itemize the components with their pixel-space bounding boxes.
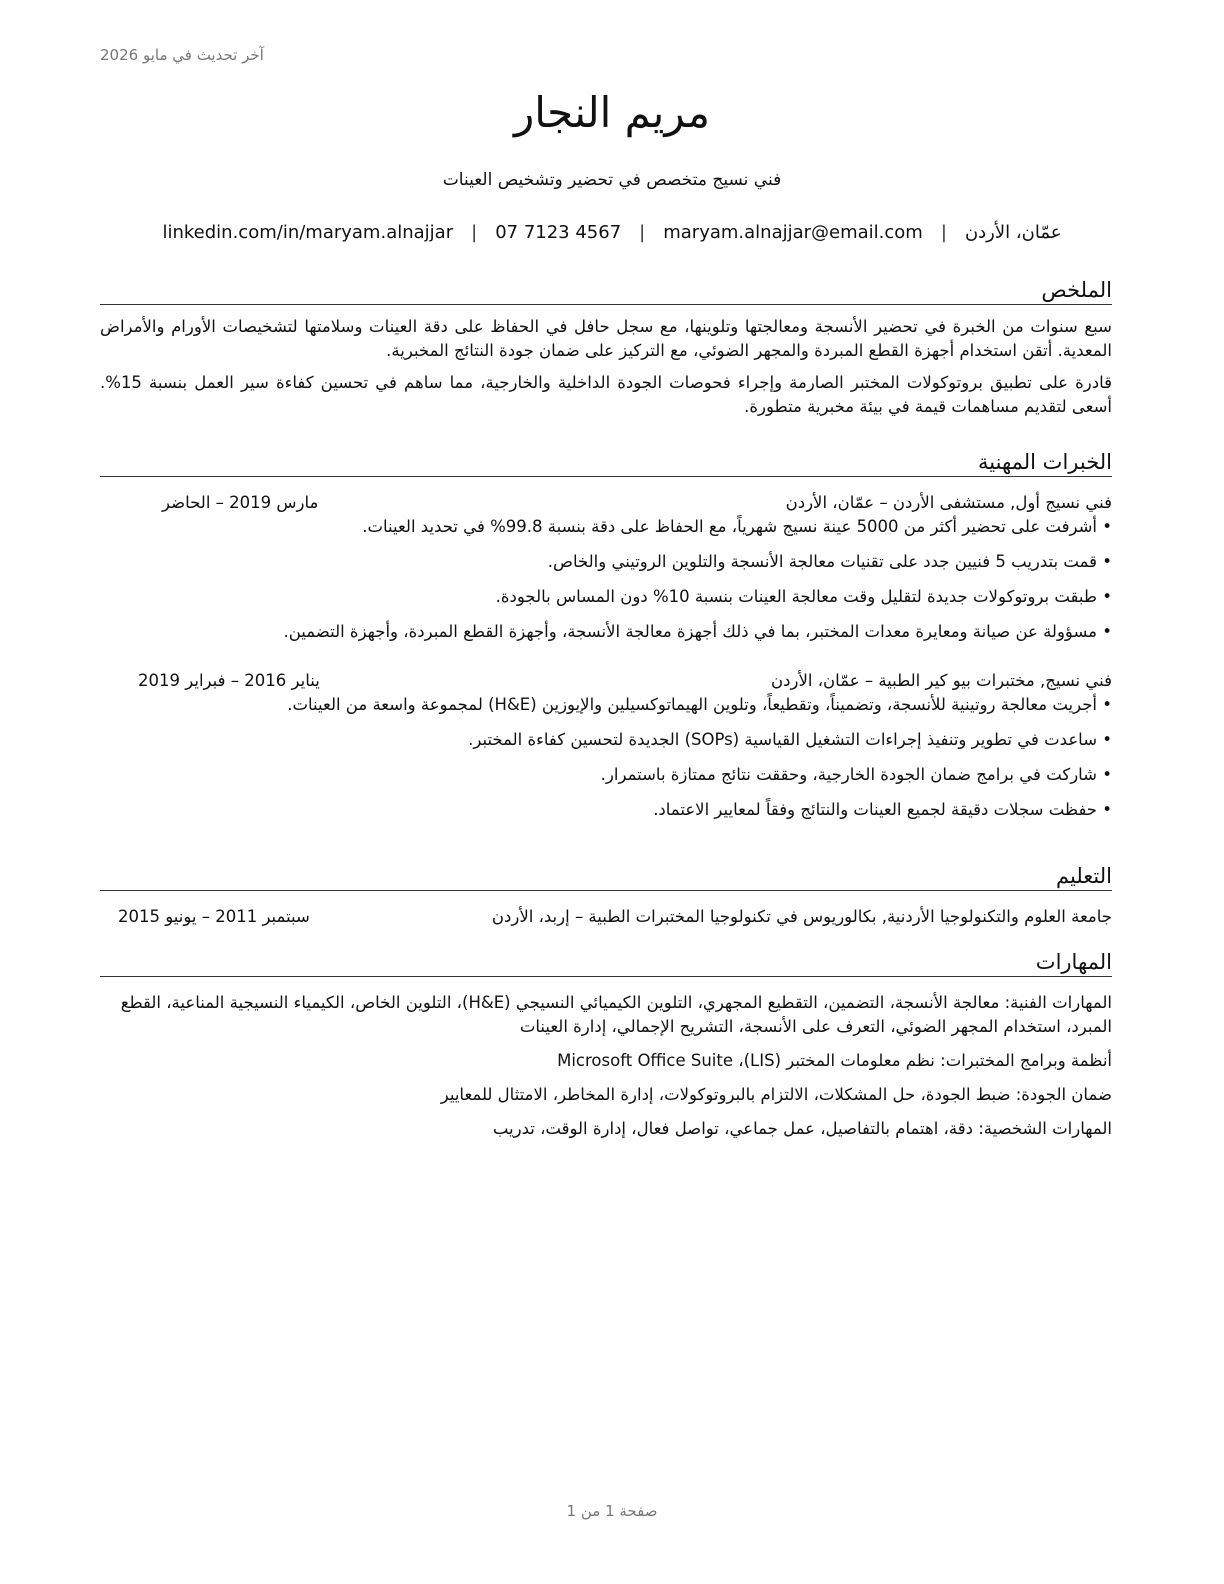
job-entry bbox=[100, 669, 1112, 822]
job-bullets bbox=[100, 515, 1112, 644]
education-degree: جامعة العلوم والتكنولوجيا الأردنية, بكالوريوس في تكنولوجيا المختبرات الطبية – إربد، الأردن bbox=[491, 907, 1112, 926]
education-section bbox=[100, 864, 1112, 929]
page-number: صفحة 1 من 1 bbox=[566, 1502, 658, 1520]
job-header bbox=[100, 669, 1112, 693]
list-item: • أشرفت على تحضير أكثر من 5000 عينة نسيج شهرياً، مع الحفاظ على دقة بنسبة 99.8% في تحديد العينات. bbox=[100, 515, 1112, 539]
list-item: • شاركت في برامج ضمان الجودة الخارجية، وحققت نتائج ممتازة باستمرار. bbox=[100, 763, 1112, 787]
contact-location: عمّان، الأردن bbox=[964, 222, 1062, 243]
job-title: فني نسيج, مختبرات بيو كير الطبية – عمّان، الأردن bbox=[771, 671, 1112, 690]
summary-section bbox=[100, 278, 1112, 427]
list-item: • قمت بتدريب 5 فنيين جدد على تقنيات معالجة الأنسجة والتلوين الروتيني والخاص. bbox=[100, 550, 1112, 574]
contact-separator: | bbox=[471, 222, 478, 243]
job-title: فني نسيج أول, مستشفى الأردن – عمّان، الأردن bbox=[785, 493, 1112, 512]
job-date: مارس 2019 – الحاضر bbox=[162, 493, 319, 512]
experience-section bbox=[100, 450, 1112, 833]
skill-line: ضمان الجودة: ضبط الجودة، حل المشكلات، الالتزام بالبروتوكولات، إدارة المخاطر، الامتثال للمعايير bbox=[440, 1085, 1112, 1104]
job-entry bbox=[100, 491, 1112, 644]
contact-line bbox=[0, 222, 1224, 243]
summary-paragraph: سبع سنوات من الخبرة في تحضير الأنسجة ومعالجتها وتلوينها، مع سجل حافل في الحفاظ على دقة العينات وسلامتها لتشخيصات الأورام والأمراض المعدية. أتقن استخدام أجهزة القطع المبردة والمجهر الضوئي، مع التركيز على ضمان جودة النتائج المخبرية. bbox=[100, 317, 1112, 360]
list-item: • حفظت سجلات دقيقة لجميع العينات والنتائج وفقاً لمعايير الاعتماد. bbox=[100, 798, 1112, 822]
list-item: • مسؤولة عن صيانة ومعايرة معدات المختبر، بما في ذلك أجهزة معالجة الأنسجة، وأجهزة القطع المبردة، وأجهزة التضمين. bbox=[100, 620, 1112, 644]
list-item: • أجريت معالجة روتينية للأنسجة، وتضميناً، وتقطيعاً، وتلوين الهيماتوكسيلين والإيوزين (H&E) لمجموعة واسعة من العينات. bbox=[100, 693, 1112, 717]
job-bullets bbox=[100, 693, 1112, 822]
education-entry bbox=[100, 905, 1112, 929]
section-title-skills: المهارات bbox=[100, 950, 1112, 977]
education-date: سبتمبر 2011 – يونيو 2015 bbox=[118, 907, 310, 926]
candidate-name: مريم النجار bbox=[514, 88, 710, 137]
skills-section bbox=[100, 950, 1112, 1151]
section-title-education: التعليم bbox=[100, 864, 1112, 891]
contact-separator: | bbox=[940, 222, 947, 243]
list-item: • ساعدت في تطوير وتنفيذ إجراءات التشغيل القياسية (SOPs) الجديدة لتحسين كفاءة المختبر. bbox=[100, 728, 1112, 752]
job-date: يناير 2016 – فبراير 2019 bbox=[138, 671, 320, 690]
section-title-summary: الملخص bbox=[100, 278, 1112, 305]
contact-phone: 07 7123 4567 bbox=[495, 222, 622, 243]
skill-line: المهارات الفنية: معالجة الأنسجة، التضمين، التقطيع المجهري، التلوين الكيميائي النسيجي (H&E)، التلوين الخاص، الكيمياء النسيجية المناعية، القطع المبرد، استخدام المجهر الضوئي، التعرف على الأنسجة، التشريح الإجمالي، إدارة العينات bbox=[120, 993, 1112, 1036]
contact-separator: | bbox=[639, 222, 646, 243]
skill-line: أنظمة وبرامج المختبرات: نظم معلومات المختبر (LIS)، Microsoft Office Suite bbox=[557, 1051, 1112, 1070]
job-header bbox=[100, 491, 1112, 515]
contact-email[interactable]: maryam.alnajjar@email.com bbox=[663, 222, 923, 243]
section-title-experience: الخبرات المهنية bbox=[100, 450, 1112, 477]
last-updated: آخر تحديث في مايو 2026 bbox=[100, 46, 264, 64]
summary-paragraph: قادرة على تطبيق بروتوكولات المختبر الصارمة وإجراء فحوصات الجودة الداخلية والخارجية، مما ساهم في تحسين كفاءة سير العمل بنسبة 15%. أسعى لتقديم مساهمات قيمة في بيئة مخبرية متطورة. bbox=[100, 373, 1112, 416]
list-item: • طبقت بروتوكولات جديدة لتقليل وقت معالجة العينات بنسبة 10% دون المساس بالجودة. bbox=[100, 585, 1112, 609]
contact-linkedin[interactable]: linkedin.com/in/maryam.alnajjar bbox=[162, 222, 454, 243]
headline: فني نسيج متخصص في تحضير وتشخيص العينات bbox=[442, 170, 782, 190]
skill-line: المهارات الشخصية: دقة، اهتمام بالتفاصيل، عمل جماعي، تواصل فعال، إدارة الوقت، تدريب bbox=[492, 1119, 1112, 1138]
